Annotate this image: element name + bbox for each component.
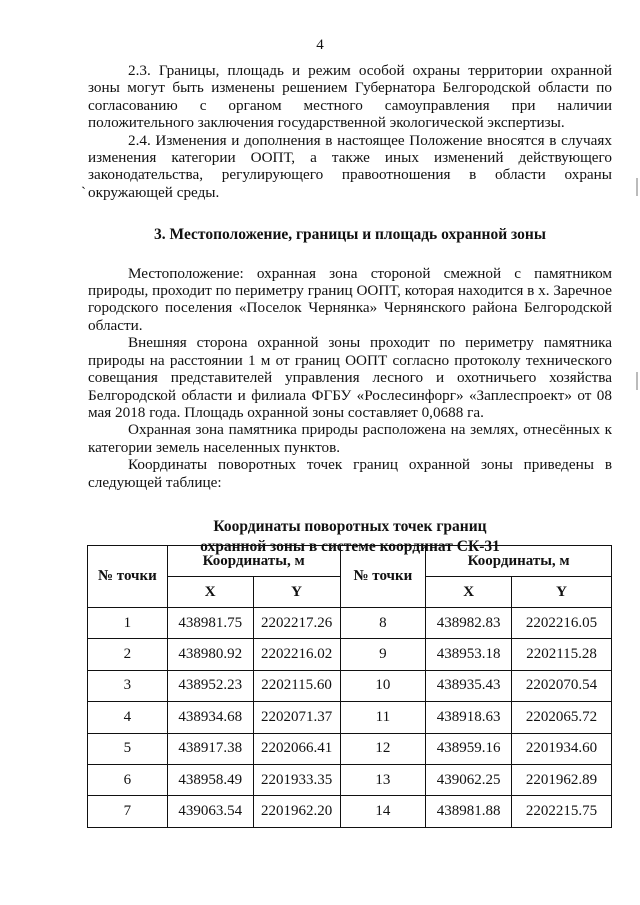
table-row [88,764,612,795]
table-cell: 6 [88,764,168,795]
table-title-line-2: охранной зоны в системе координат СК-31 [200,537,500,555]
table-row [88,639,612,670]
table-cell: 9 [340,639,426,670]
table-cell: 2202071.37 [253,702,340,733]
page-number: 4 [316,37,324,53]
table-cell: 2202065.72 [512,702,612,733]
header-point-number: № точки [88,546,168,608]
edge-mark [636,178,638,196]
table-header-row [88,546,612,577]
table-cell: 2202070.54 [512,670,612,701]
table-cell: 3 [88,670,168,701]
table-cell: 2201934.60 [512,733,612,764]
table-cell: 438981.88 [426,796,512,827]
section-title: 3. Местоположение, границы и площадь охранной зоны [154,226,546,244]
table-cell: 438980.92 [167,639,253,670]
table-cell: 13 [340,764,426,795]
table-cell: 2202115.28 [512,639,612,670]
table-cell: 438952.23 [167,670,253,701]
table-cell: 2202217.26 [253,608,340,639]
paragraph-2-3: 2.3. Границы, площадь и режим особой охраны территории охранной зоны могут быть изменены решением Губернатора Белгородской области по согласованию с органом местного самоуправления при наличии положительного заключения государственной экологической экспертизы. [88,62,612,132]
table-row [88,733,612,764]
table-cell: 8 [340,608,426,639]
table-cell: 11 [340,702,426,733]
table-cell: 2202215.75 [512,796,612,827]
table-cell: 2 [88,639,168,670]
table-row [88,796,612,827]
header-coordinates: Координаты, м [426,546,612,577]
table-cell: 14 [340,796,426,827]
table-cell: 4 [88,702,168,733]
header-y: Y [512,577,612,608]
table-cell: 438935.43 [426,670,512,701]
margin-mark: ` [81,185,86,201]
edge-mark [636,372,638,390]
table-cell: 438958.49 [167,764,253,795]
paragraph-land-category: Охранная зона памятника природы расположена на землях, отнесённых к категории земель населенных пунктов. [88,421,612,456]
header-point-number: № точки [340,546,426,608]
table-cell: 10 [340,670,426,701]
document-body [88,62,612,570]
header-coordinates: Координаты, м [167,546,340,577]
table-cell: 438959.16 [426,733,512,764]
table-cell: 7 [88,796,168,827]
table-cell: 438953.18 [426,639,512,670]
coordinates-table [87,545,612,828]
table-cell: 439063.54 [167,796,253,827]
table-cell: 438918.63 [426,702,512,733]
paragraph-location: Местоположение: охранная зона стороной смежной с памятником природы, проходит по периметру границ ООПТ, которая находится в х. Заречное городского поселения «Поселок Чернянка» Чернянского района Белгородской области. [88,264,612,334]
header-x: X [167,577,253,608]
table-cell: 5 [88,733,168,764]
table-cell: 438981.75 [167,608,253,639]
table-cell: 439062.25 [426,764,512,795]
paragraph-2-4: 2.4. Изменения и дополнения в настоящее Положение вносятся в случаях изменения категории ООПТ, а также иных изменений действующего законодательства, регулирующего правоотношения в области охраны окружающей среды. [88,131,612,201]
table-cell: 438917.38 [167,733,253,764]
table-cell: 438934.68 [167,702,253,733]
table-cell: 438982.83 [426,608,512,639]
table-cell: 2202216.02 [253,639,340,670]
table-row [88,608,612,639]
table-row [88,702,612,733]
table-cell: 2202216.05 [512,608,612,639]
table-cell: 2201962.20 [253,796,340,827]
table-row [88,670,612,701]
table-cell: 1 [88,608,168,639]
table-cell: 2201962.89 [512,764,612,795]
paragraph-outer-boundary: Внешняя сторона охранной зоны проходит по периметру памятника природы на расстоянии 1 м от границ ООПТ согласно протоколу технического совещания представителей управления лесного и охотничьего хозяйства Белгородской области и филиала ФГБУ «Рослесинфорг» «Заплеспроект» от 08 мая 2018 года. Площадь охранной зоны составляет 0,0688 га. [88,334,612,421]
table-cell: 2202115.60 [253,670,340,701]
header-y: Y [253,577,340,608]
table-cell: 2202066.41 [253,733,340,764]
table-title-line-1: Координаты поворотных точек границ [213,517,487,535]
table-cell: 12 [340,733,426,764]
header-x: X [426,577,512,608]
table-cell: 2201933.35 [253,764,340,795]
paragraph-table-intro: Координаты поворотных точек границ охранной зоны приведены в следующей таблице: [88,456,612,491]
